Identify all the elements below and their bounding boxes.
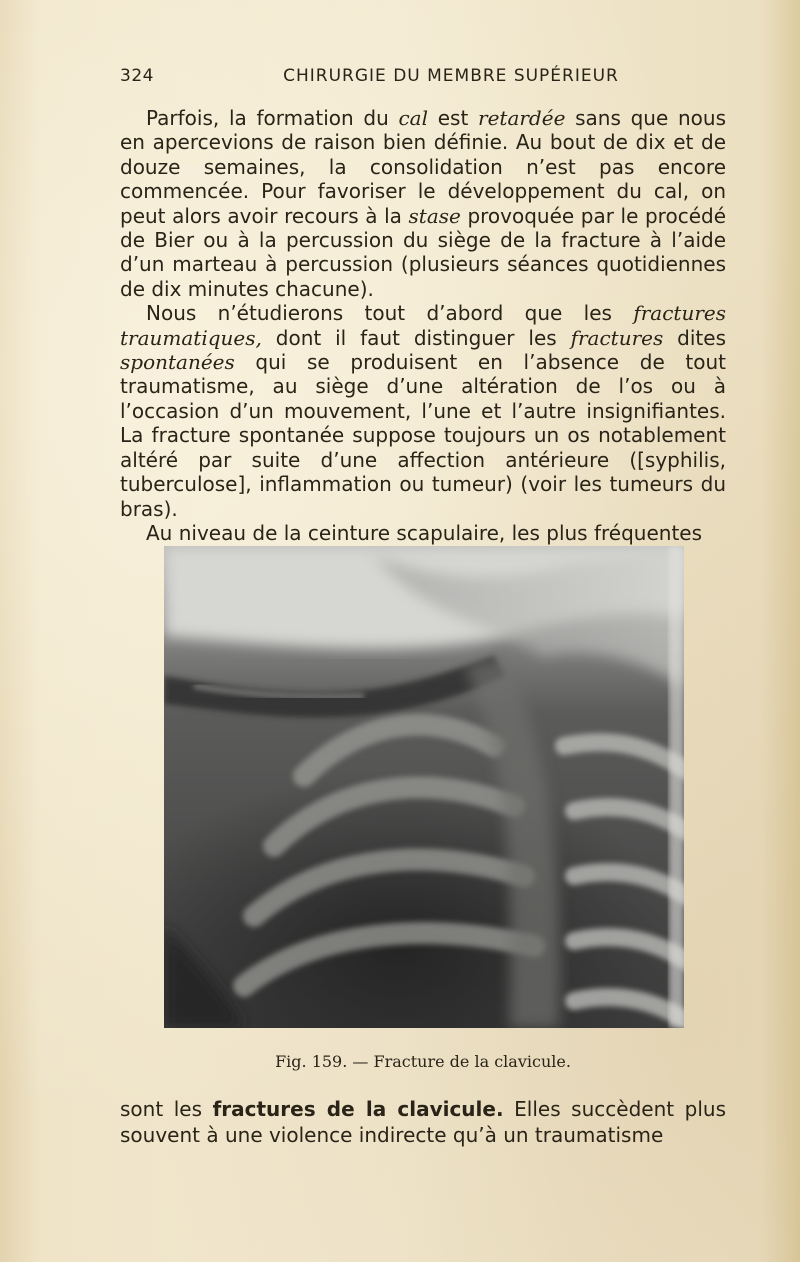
paragraph xyxy=(120,301,726,521)
text-segment: sont les xyxy=(120,1097,213,1121)
text-segment: est xyxy=(428,106,479,130)
text-segment: Elles succèdent plus souvent à une violence indirecte qu’à un traumatisme xyxy=(120,1097,726,1147)
text-segment: sans que nous en apercevions de raison bien définie. Au bout de dix et de douze semaines, la consolidation n’est pas encore commencée. Pour favoriser le développement du cal, on peut alors avoir recours à la xyxy=(120,106,727,228)
italic-term: fractures traumatiques, xyxy=(120,301,726,350)
page-number: 324 xyxy=(120,66,154,86)
italic-term: stase xyxy=(408,203,461,228)
xray-image xyxy=(164,546,684,1028)
xray-figure xyxy=(164,546,684,1028)
text-segment: Nous n’étudierons tout d’abord que les xyxy=(146,301,634,326)
page-header xyxy=(120,66,726,90)
text-segment: dites xyxy=(663,325,726,350)
italic-term: spontanées xyxy=(120,350,235,375)
italic-term: retardée xyxy=(478,106,566,130)
running-head: CHIRURGIE DU MEMBRE SUPÉRIEUR xyxy=(283,66,619,86)
paragraph xyxy=(120,521,726,545)
bold-term: fractures de la clavicule. xyxy=(212,1097,504,1121)
text-segment: dont il faut distinguer les xyxy=(261,325,571,350)
paragraph xyxy=(120,1096,726,1148)
text-segment: Au niveau de la ceinture scapulaire, les plus fréquentes xyxy=(146,520,703,545)
italic-term: cal xyxy=(398,106,429,130)
italic-term: fractures xyxy=(570,325,664,350)
text-segment: Parfois, la formation du xyxy=(146,106,399,130)
text-segment: provoquée par le procédé de Bier ou à la percussion du siège de la fracture à l’aide d’un marteau à percussion (plusieurs séances quotidiennes de dix minutes chacune). xyxy=(120,203,727,301)
continuation-text xyxy=(120,1096,726,1148)
body-text xyxy=(120,106,726,545)
figure-caption: Fig. 159. — Fracture de la clavicule. xyxy=(275,1052,571,1071)
text-segment: qui se produisent en l’absence de tout traumatisme, au siège d’une altération de l’os ou à l’occasion d’un mouvement, l’une et l’autre insignifiantes. La fracture spontanée suppose toujours un os notablement altéré par suite d’une affection antérieure ([syphilis, tuberculose], inflammation ou tumeur) (voir les tumeurs du bras). xyxy=(120,350,726,521)
paragraph xyxy=(120,106,726,301)
